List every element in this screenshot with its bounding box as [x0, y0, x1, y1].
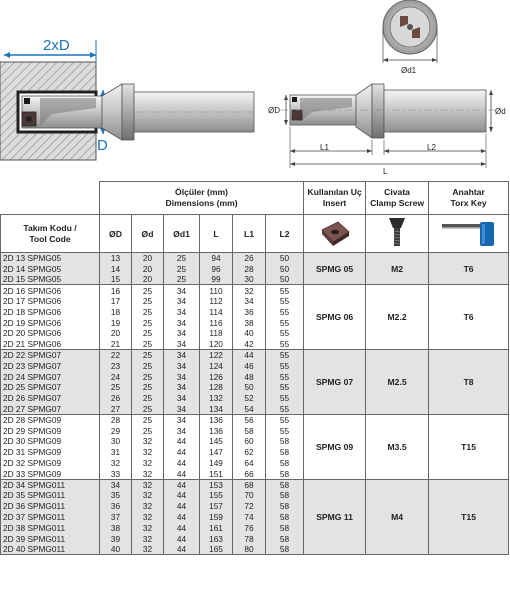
- dimension-cell: 25: [132, 317, 164, 328]
- dimension-cell: 70: [233, 490, 266, 501]
- dimension-cell: 24: [100, 371, 132, 382]
- tool-code-cell: 2D 30 SPMG09: [1, 436, 100, 447]
- dimension-cell: 58: [266, 544, 304, 555]
- tool-code-cell: 2D 19 SPMG06: [1, 317, 100, 328]
- dimension-cell: 32: [132, 512, 164, 523]
- dimension-cell: 14: [100, 263, 132, 274]
- tool-code-cell: 2D 15 SPMG05: [1, 274, 100, 285]
- tool-code-cell: 2D 26 SPMG07: [1, 393, 100, 404]
- dimension-cell: 32: [132, 522, 164, 533]
- blank-corner: [1, 182, 100, 215]
- dimension-cell: 39: [100, 533, 132, 544]
- tool-code-cell: 2D 32 SPMG09: [1, 458, 100, 469]
- dimension-cell: 50: [266, 263, 304, 274]
- dimension-cell: 25: [164, 274, 200, 285]
- dimension-cell: 58: [266, 436, 304, 447]
- dimension-cell: 32: [100, 458, 132, 469]
- dimension-cell: 34: [164, 371, 200, 382]
- dimension-cell: 74: [233, 512, 266, 523]
- dimension-cell: 55: [266, 317, 304, 328]
- dimension-cell: 128: [200, 382, 233, 393]
- dimension-cell: 36: [233, 306, 266, 317]
- dimension-cell: 136: [200, 414, 233, 425]
- insert-header: [304, 182, 366, 215]
- dimension-cell: 76: [233, 522, 266, 533]
- screw-icon: [387, 216, 407, 250]
- tool-code-cell: 2D 21 SPMG06: [1, 339, 100, 350]
- dimension-cell: 32: [132, 468, 164, 479]
- dimension-cell: 34: [164, 350, 200, 361]
- col-header-L2: L2: [266, 215, 304, 253]
- dimension-cell: 50: [266, 253, 304, 264]
- tool-code-cell: 2D 39 SPMG011: [1, 533, 100, 544]
- dimension-cell: 55: [266, 393, 304, 404]
- dimension-cell: 19: [100, 317, 132, 328]
- dimension-cell: 165: [200, 544, 233, 555]
- tool-code-cell: 2D 31 SPMG09: [1, 447, 100, 458]
- dimension-cell: 32: [132, 458, 164, 469]
- dimension-cell: 62: [233, 447, 266, 458]
- dimension-cell: 35: [100, 490, 132, 501]
- table-row: [1, 350, 509, 361]
- dimension-cell: 15: [100, 274, 132, 285]
- dimension-cell: 58: [266, 490, 304, 501]
- dimension-cell: 153: [200, 479, 233, 490]
- dimension-cell: 48: [233, 371, 266, 382]
- dimension-cell: 28: [233, 263, 266, 274]
- dimension-cell: 44: [164, 533, 200, 544]
- hole-diameter-label: D: [97, 137, 108, 154]
- dimension-cell: 44: [164, 522, 200, 533]
- dimension-cell: 32: [132, 447, 164, 458]
- dimension-cell: 55: [266, 404, 304, 415]
- dimension-cell: 25: [100, 382, 132, 393]
- dimension-cell: 30: [233, 274, 266, 285]
- dimension-cell: 40: [233, 328, 266, 339]
- dimension-cell: 55: [266, 350, 304, 361]
- key-cell: T6: [429, 253, 509, 285]
- dimension-cell: 80: [233, 544, 266, 555]
- dimension-cell: 112: [200, 296, 233, 307]
- dimension-cell: 136: [200, 425, 233, 436]
- dimension-cell: 20: [132, 253, 164, 264]
- dimension-cell: 42: [233, 339, 266, 350]
- dimension-cell: 31: [100, 447, 132, 458]
- dimension-cell: 44: [164, 468, 200, 479]
- L-label: L: [383, 167, 388, 176]
- key-image: [429, 215, 509, 253]
- table-row: [1, 479, 509, 490]
- dimension-cell: 55: [266, 339, 304, 350]
- dimension-cell: 25: [164, 253, 200, 264]
- dimension-cell: 114: [200, 306, 233, 317]
- dimension-cell: 116: [200, 317, 233, 328]
- dimension-cell: 44: [164, 512, 200, 523]
- dimension-cell: 21: [100, 339, 132, 350]
- tool-code-header: [1, 215, 100, 253]
- dimension-cell: 58: [266, 458, 304, 469]
- screw-cell: M2: [366, 253, 429, 285]
- dimension-cell: 126: [200, 371, 233, 382]
- insert-image: [304, 215, 366, 253]
- tool-code-cell: 2D 14 SPMG05: [1, 263, 100, 274]
- key-header: [429, 182, 509, 215]
- dimension-cell: 25: [132, 306, 164, 317]
- dimension-cell: 58: [266, 522, 304, 533]
- dimension-cell: 155: [200, 490, 233, 501]
- dimension-cell: 34: [164, 306, 200, 317]
- dimension-cell: 25: [132, 404, 164, 415]
- dimension-cell: 34: [164, 296, 200, 307]
- screw-image: [366, 215, 429, 253]
- dimension-cell: 34: [164, 360, 200, 371]
- key-cell: T15: [429, 414, 509, 479]
- dimension-cell: 44: [233, 350, 266, 361]
- dimension-cell: 27: [100, 404, 132, 415]
- tool-code-cell: 2D 24 SPMG07: [1, 371, 100, 382]
- L1-label: L1: [320, 143, 329, 152]
- tool-code-cell: 2D 23 SPMG07: [1, 360, 100, 371]
- dimension-cell: 25: [132, 285, 164, 296]
- dimension-cell: 32: [132, 533, 164, 544]
- col-header-d1: Ød1: [164, 215, 200, 253]
- tool-code-cell: 2D 17 SPMG06: [1, 296, 100, 307]
- dimension-cell: 34: [100, 479, 132, 490]
- dimension-cell: 55: [266, 382, 304, 393]
- tool-code-cell: 2D 40 SPMG011: [1, 544, 100, 555]
- dimension-cell: 36: [100, 501, 132, 512]
- dimension-cell: 58: [266, 533, 304, 544]
- dimension-cell: 34: [164, 393, 200, 404]
- dimension-cell: 34: [164, 382, 200, 393]
- dimension-cell: 44: [164, 436, 200, 447]
- dimension-cell: 13: [100, 253, 132, 264]
- dimension-cell: 58: [266, 468, 304, 479]
- dimension-cell: 32: [132, 544, 164, 555]
- insert-cell: SPMG 11: [304, 479, 366, 555]
- insert-header-en: Insert: [322, 198, 347, 208]
- col-header-L: L: [200, 215, 233, 253]
- dimension-cell: 122: [200, 350, 233, 361]
- dimension-cell: 159: [200, 512, 233, 523]
- dimension-cell: 78: [233, 533, 266, 544]
- dimension-cell: 58: [266, 501, 304, 512]
- dimension-cell: 18: [100, 306, 132, 317]
- dimension-cell: 134: [200, 404, 233, 415]
- key-cell: T15: [429, 479, 509, 555]
- dimension-cell: 16: [100, 285, 132, 296]
- dimension-cell: 25: [132, 425, 164, 436]
- drill-side-view: [268, 84, 506, 176]
- dimension-cell: 96: [200, 263, 233, 274]
- dimension-cell: 32: [132, 501, 164, 512]
- dimension-cell: 72: [233, 501, 266, 512]
- dimension-cell: 26: [233, 253, 266, 264]
- dimension-cell: 20: [132, 263, 164, 274]
- tool-code-cell: 2D 20 SPMG06: [1, 328, 100, 339]
- dimension-cell: 161: [200, 522, 233, 533]
- col-header-L1: L1: [233, 215, 266, 253]
- screw-header: [366, 182, 429, 215]
- dimension-cell: 20: [132, 274, 164, 285]
- col-header-d: Ød: [132, 215, 164, 253]
- dimension-cell: 58: [233, 425, 266, 436]
- dimension-cell: 118: [200, 328, 233, 339]
- dimensions-header: [100, 182, 304, 215]
- dimension-cell: 25: [132, 339, 164, 350]
- dimension-cell: 55: [266, 371, 304, 382]
- tool-code-cell: 2D 16 SPMG06: [1, 285, 100, 296]
- dimensions-header-en: Dimensions (mm): [165, 198, 238, 208]
- tool-code-cell: 2D 29 SPMG09: [1, 425, 100, 436]
- dimension-cell: 163: [200, 533, 233, 544]
- insert-cell: SPMG 06: [304, 285, 366, 350]
- tool-code-cell: 2D 27 SPMG07: [1, 404, 100, 415]
- dimension-cell: 55: [266, 425, 304, 436]
- dimensions-header-tr: Ölçüler (mm): [175, 187, 229, 197]
- dimension-cell: 25: [132, 414, 164, 425]
- dimension-cell: 25: [132, 328, 164, 339]
- end-view: [383, 0, 437, 75]
- end-diameter-label: Ød1: [401, 66, 417, 75]
- tool-code-cell: 2D 13 SPMG05: [1, 253, 100, 264]
- insert-header-tr: Kullanılan Uç: [307, 187, 362, 197]
- dimension-cell: 124: [200, 360, 233, 371]
- table-row: [1, 285, 509, 296]
- dimension-cell: 34: [233, 296, 266, 307]
- dimension-cell: 32: [233, 285, 266, 296]
- dimension-cell: 66: [233, 468, 266, 479]
- dimension-cell: 30: [100, 436, 132, 447]
- dimension-cell: 55: [266, 414, 304, 425]
- dimension-cell: 17: [100, 296, 132, 307]
- dimension-cell: 44: [164, 458, 200, 469]
- dimension-cell: 25: [132, 371, 164, 382]
- dimension-cell: 157: [200, 501, 233, 512]
- dimension-cell: 34: [164, 425, 200, 436]
- dimension-cell: 58: [266, 512, 304, 523]
- tool-code-cell: 2D 35 SPMG011: [1, 490, 100, 501]
- tool-code-header-en: Tool Code: [29, 233, 71, 244]
- dimension-cell: 64: [233, 458, 266, 469]
- tool-code-cell: 2D 36 SPMG011: [1, 501, 100, 512]
- dimension-cell: 110: [200, 285, 233, 296]
- dimension-cell: 28: [100, 414, 132, 425]
- tool-code-cell: 2D 38 SPMG011: [1, 522, 100, 533]
- dimension-cell: 25: [164, 263, 200, 274]
- dimension-cell: 32: [132, 490, 164, 501]
- dimension-cell: 32: [132, 479, 164, 490]
- L2-label: L2: [427, 143, 436, 152]
- dimension-cell: 44: [164, 490, 200, 501]
- tool-code-cell: 2D 18 SPMG06: [1, 306, 100, 317]
- key-cell: T8: [429, 350, 509, 415]
- key-header-en: Torx Key: [450, 198, 487, 208]
- dimension-cell: 147: [200, 447, 233, 458]
- tool-code-cell: 2D 22 SPMG07: [1, 350, 100, 361]
- dimension-cell: 55: [266, 360, 304, 371]
- torx-key-icon: [440, 218, 498, 248]
- dimension-cell: 55: [266, 285, 304, 296]
- dimension-cell: 29: [100, 425, 132, 436]
- dimension-cell: 44: [164, 479, 200, 490]
- dimension-cell: 68: [233, 479, 266, 490]
- dimension-cell: 50: [233, 382, 266, 393]
- depth-dimension: [4, 37, 96, 62]
- insert-cell: SPMG 05: [304, 253, 366, 285]
- technical-drawing: [0, 0, 510, 180]
- spec-table: [0, 181, 509, 555]
- dimension-cell: 151: [200, 468, 233, 479]
- col-header-D: ØD: [100, 215, 132, 253]
- dimension-cell: 26: [100, 393, 132, 404]
- dimension-cell: 34: [164, 339, 200, 350]
- dimension-cell: 34: [164, 404, 200, 415]
- screw-header-tr: Civata: [384, 187, 410, 197]
- table-row: [1, 414, 509, 425]
- tool-code-cell: 2D 37 SPMG011: [1, 512, 100, 523]
- dimension-cell: 34: [164, 317, 200, 328]
- screw-header-en: Clamp Screw: [370, 198, 425, 208]
- insert-cell: SPMG 09: [304, 414, 366, 479]
- insert-icon: [318, 218, 352, 248]
- dimension-cell: 56: [233, 414, 266, 425]
- dimension-cell: 55: [266, 328, 304, 339]
- dia-D-label: ØD: [268, 106, 280, 115]
- dimension-cell: 25: [132, 393, 164, 404]
- hole-depth-label: 2xD: [43, 37, 70, 54]
- dimension-cell: 23: [100, 360, 132, 371]
- dimension-cell: 25: [132, 350, 164, 361]
- screw-cell: M2.5: [366, 350, 429, 415]
- dimension-cell: 46: [233, 360, 266, 371]
- tool-code-cell: 2D 28 SPMG09: [1, 414, 100, 425]
- dimension-cell: 34: [164, 328, 200, 339]
- tool-code-cell: 2D 33 SPMG09: [1, 468, 100, 479]
- dimension-cell: 34: [164, 285, 200, 296]
- dimension-cell: 149: [200, 458, 233, 469]
- dimension-cell: 50: [266, 274, 304, 285]
- dimension-cell: 20: [100, 328, 132, 339]
- dimension-cell: 38: [233, 317, 266, 328]
- insert-cell: SPMG 07: [304, 350, 366, 415]
- dimension-cell: 58: [266, 479, 304, 490]
- tool-code-cell: 2D 34 SPMG011: [1, 479, 100, 490]
- dimension-cell: 34: [164, 414, 200, 425]
- dimension-cell: 52: [233, 393, 266, 404]
- dimension-cell: 25: [132, 296, 164, 307]
- dimension-cell: 40: [100, 544, 132, 555]
- dimension-cell: 25: [132, 382, 164, 393]
- screw-cell: M3.5: [366, 414, 429, 479]
- screw-cell: M2.2: [366, 285, 429, 350]
- key-cell: T6: [429, 285, 509, 350]
- dimension-cell: 55: [266, 306, 304, 317]
- dimension-cell: 120: [200, 339, 233, 350]
- dimension-cell: 55: [266, 296, 304, 307]
- dimension-cell: 38: [100, 522, 132, 533]
- key-header-tr: Anahtar: [452, 187, 485, 197]
- dimension-cell: 33: [100, 468, 132, 479]
- dimension-cell: 99: [200, 274, 233, 285]
- dimension-cell: 132: [200, 393, 233, 404]
- dia-d-label: Ød: [495, 107, 506, 116]
- tool-code-cell: 2D 25 SPMG07: [1, 382, 100, 393]
- dimension-cell: 44: [164, 544, 200, 555]
- tool-code-header-tr: Takım Kodu /: [23, 222, 77, 233]
- dimension-cell: 60: [233, 436, 266, 447]
- dimension-cell: 22: [100, 350, 132, 361]
- dimension-cell: 25: [132, 360, 164, 371]
- dimension-cell: 44: [164, 501, 200, 512]
- dimension-cell: 44: [164, 447, 200, 458]
- dimension-cell: 54: [233, 404, 266, 415]
- dimension-cell: 94: [200, 253, 233, 264]
- dimension-cell: 145: [200, 436, 233, 447]
- dimension-cell: 58: [266, 447, 304, 458]
- table-row: [1, 253, 509, 264]
- dimension-cell: 32: [132, 436, 164, 447]
- dimension-cell: 37: [100, 512, 132, 523]
- screw-cell: M4: [366, 479, 429, 555]
